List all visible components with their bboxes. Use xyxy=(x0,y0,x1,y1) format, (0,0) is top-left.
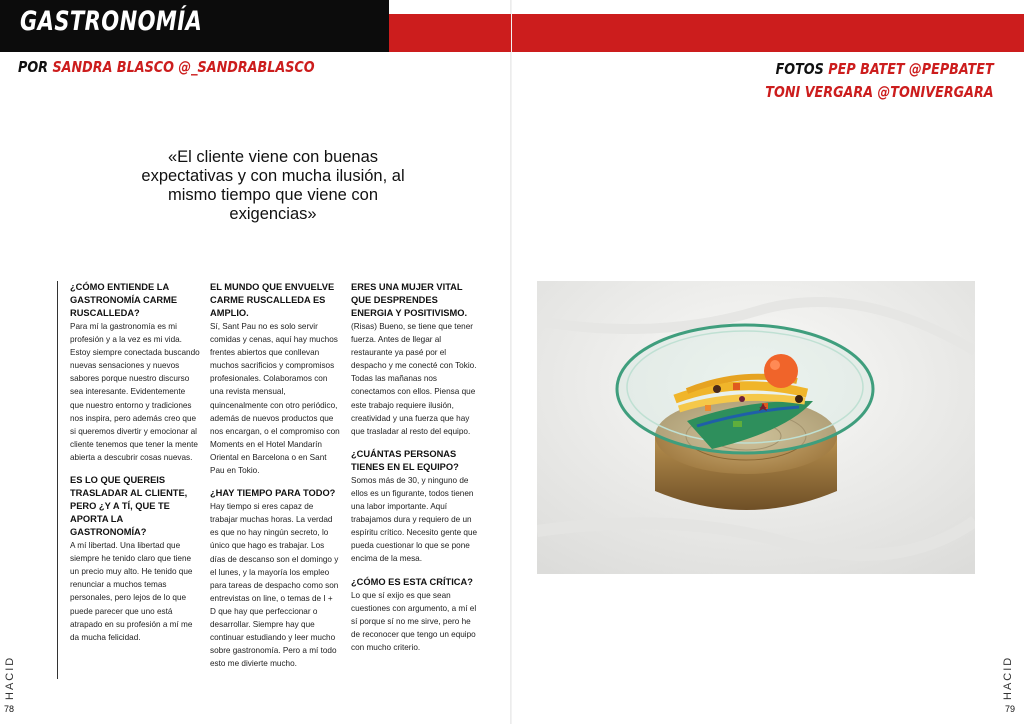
question-heading: ES LO QUE QUEREIS TRASLADAR AL CLIENTE, PERO ¿Y A TÍ, QUE TE APORTA LA GASTRONOMÍA? xyxy=(70,475,188,538)
byline xyxy=(18,58,315,76)
answer-text: Sí, Sant Pau no es solo servir comidas y cenas, aquí hay muchos frentes abiertos que conllevan muchos sacrificios y compromisos profesionales. Colaboramos con una revista mensual, quincenalmente con otro periódico, además de nuevos productos que nos encargan, o el compromiso con Moments en el Hotel Mandarín Oriental en Barcelona o en Sant Pau en Tokio. xyxy=(210,322,340,476)
photo-credit xyxy=(766,58,994,104)
byline-author: SANDRA BLASCO @_SANDRABLASCO xyxy=(52,58,315,76)
section-header-bar xyxy=(0,0,389,52)
accent-bar-left xyxy=(389,14,511,52)
question-heading: EL MUNDO QUE ENVUELVE CARME RUSCALLEDA ES AMPLIO. xyxy=(210,282,335,318)
section-title: GASTRONOMÍA xyxy=(20,6,203,37)
answer-text: Somos más de 30, y ninguno de ellos es un figurante, todos tienen una labor importante. Aquí trabajamos dura y requiero de un espíritu crítico. Necesito gente que pueda cuestionar lo que se pone encima de la mesa. xyxy=(351,475,478,564)
question-heading: ¿CÓMO ES ESTA CRÍTICA? xyxy=(351,576,473,587)
brand-vertical-right: HACID xyxy=(1002,655,1014,700)
question-heading: ¿HAY TIEMPO PARA TODO? xyxy=(210,488,336,499)
column-rule xyxy=(57,281,58,679)
photographer-1: PEP BATET @PEPBATET xyxy=(828,60,994,78)
brand-vertical-left: HACID xyxy=(4,655,16,700)
text-column-2 xyxy=(210,281,340,680)
answer-text: Para mí la gastronomía es mi profesión y a la vez es mi vida. Estoy siempre conectada buscando nuevas sensaciones y nuevos sabores porque nuestro discurso sea interesante. Evidentemente que nuestro entorno y tradiciones nos inspira, pero además creo que si queremos divertir y emocionar al cliente tenemos que tener la mente abierta a descubrir cosas nuevas. xyxy=(70,322,200,462)
answer-text: Lo que sí exijo es que sean cuestiones con argumento, a mí el sí porque sí no me sirve, pero he de reconocer que tengo un equipo con mucho criterio. xyxy=(351,590,477,652)
question-heading: ERES UNA MUJER VITAL QUE DESPRENDES ENERGIA Y POSITIVISMO. xyxy=(351,282,468,318)
accent-bar-right xyxy=(512,14,1024,52)
page-number-left: 78 xyxy=(4,704,15,714)
byline-label: POR xyxy=(18,58,49,76)
answer-text: (Risas) Bueno, se tiene que tener fuerza. Antes de llegar al restaurante ya pasé por el despacho y me conecté con Tokio. Todas las mañanas nos conectamos con ellos. Piensa que este trabajo requiere ilusión, creatividad y una fuerza que hay que trasladar al resto del equipo. xyxy=(351,322,477,436)
question-heading: ¿CÓMO ENTIENDE LA GASTRONOMÍA CARME RUSCALLEDA? xyxy=(70,282,178,318)
question-heading: ¿CUÁNTAS PERSONAS TIENES EN EL EQUIPO? xyxy=(351,448,459,472)
photographer-2: TONI VERGARA @TONIVERGARA xyxy=(765,83,994,101)
page-number-right: 79 xyxy=(1005,704,1016,714)
page-spine xyxy=(510,0,512,724)
photo-credit-label: FOTOS xyxy=(775,60,825,78)
pull-quote: «El cliente viene con buenas expectativas y con mucha ilusión, al mismo tiempo que viene con exigencias» xyxy=(141,148,405,223)
text-column-1 xyxy=(70,281,200,654)
plated-dish-photo xyxy=(537,281,975,574)
answer-text: Hay tiempo si eres capaz de trabajar muchas horas. La verdad es que no hay ningún secreto, lo único que hago es trabajar. Los días de descanso son el domingo y el lunes, y la mayoría los empleo para tareas de despacho como son entrevistas on line, o temas de I + D que hay que perfeccionar o desarrollar. Siempre hay que continuar estudiando y leer mucho sobre gastronomía. Pero a mí todo esto me divierte mucho. xyxy=(210,502,339,669)
text-column-3 xyxy=(351,281,481,664)
answer-text: A mí libertad. Una libertad que siempre he tenido claro que tiene un precio muy alto. He tenido que renunciar a muchos temas personales, pero lejos de lo que puede parecer que uno está atrapado en su profesión a mí me da mucha felicidad. xyxy=(70,541,193,642)
